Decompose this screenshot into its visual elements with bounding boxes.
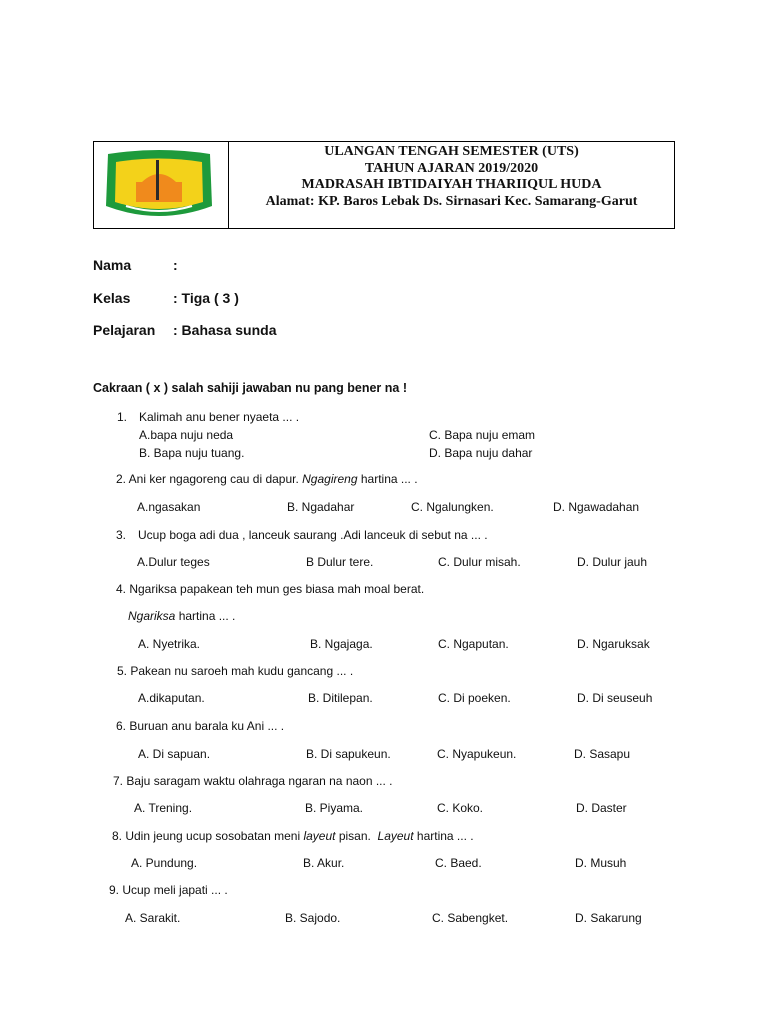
question-text: 4. Ngariksa papakean teh mun ges biasa mah moal berat.: [116, 582, 425, 596]
nama-value: :: [173, 257, 178, 273]
option-a: A.dikaputan.: [138, 691, 205, 705]
logo-cell: [94, 142, 229, 228]
option-c: C. Dulur misah.: [438, 555, 521, 569]
option-d: D. Bapa nuju dahar: [429, 446, 533, 460]
option-d: D. Dulur jauh: [577, 555, 648, 569]
option-b: B. Di sapukeun.: [306, 747, 391, 761]
question-text: Ucup boga adi dua , lanceuk saurang .Adi lanceuk di sebut na ... .: [138, 528, 488, 542]
option-a: A. Nyetrika.: [138, 637, 201, 651]
option-b: B. Ditilepan.: [308, 691, 373, 705]
pelajaran-value: : Bahasa sunda: [173, 322, 277, 338]
option-d: D. Daster: [576, 801, 627, 815]
header-line-3: MADRASAH IBTIDAIYAH THARIIQUL HUDA: [301, 177, 602, 192]
option-b: B. Sajodo.: [285, 911, 341, 925]
header-text: [229, 142, 674, 230]
option-d: D. Sakarung: [575, 911, 642, 925]
option-d: D. Ngaruksak: [577, 637, 650, 651]
option-a: A.Dulur teges: [137, 555, 210, 569]
question-subtext: [128, 609, 235, 623]
header-box: [93, 141, 675, 229]
school-emblem-icon: [102, 148, 216, 222]
option-b: B. Piyama.: [305, 801, 364, 815]
question-text-part: 2. Ani ker ngagoreng cau di dapur.: [116, 472, 303, 486]
question-text: 5. Pakean nu saroeh mah kudu gancang ... .: [117, 664, 354, 678]
header-line-2: TAHUN AJARAN 2019/2020: [364, 160, 539, 176]
option-c: C. Ngalungken.: [411, 500, 494, 514]
question-number: 3.: [116, 528, 127, 542]
question-text: [112, 829, 474, 843]
option-b: B Dulur tere.: [306, 555, 374, 569]
option-a: A. Di sapuan.: [138, 747, 211, 761]
question-number: 1.: [117, 410, 128, 424]
question-text-part: pisan.: [335, 829, 378, 843]
question-text: 9. Ucup meli japati ... .: [109, 883, 228, 897]
question-text-part: hartina ... .: [413, 829, 474, 843]
option-c: C. Koko.: [437, 801, 484, 815]
option-a: A. Sarakit.: [125, 911, 181, 925]
question-text-part: 8. Udin jeung ucup sosobatan meni: [112, 829, 304, 843]
question-term: layeut: [303, 829, 336, 843]
option-d: D. Ngawadahan: [553, 500, 640, 514]
pelajaran-label: Pelajaran: [93, 322, 156, 338]
question-text-part: hartina ... .: [357, 472, 418, 486]
option-c: C. Di poeken.: [438, 691, 511, 705]
option-a: A. Pundung.: [131, 856, 198, 870]
question-text: 6. Buruan anu barala ku Ani ... .: [116, 719, 285, 733]
question-text: 7. Baju saragam waktu olahraga ngaran na naon ... .: [113, 774, 393, 788]
option-c: C. Ngaputan.: [438, 637, 509, 651]
option-b: B. Bapa nuju tuang.: [139, 446, 245, 460]
question-term: Layeut: [377, 829, 414, 843]
question-text: [116, 472, 418, 486]
option-d: D. Di seuseuh: [577, 691, 653, 705]
question-term: Ngagireng: [302, 472, 358, 486]
kelas-label: Kelas: [93, 290, 131, 306]
header-line-1: ULANGAN TENGAH SEMESTER (UTS): [324, 144, 579, 159]
option-b: B. Akur.: [303, 856, 345, 870]
option-c: C. Sabengket.: [432, 911, 509, 925]
option-a: A. Trening.: [134, 801, 193, 815]
option-c: C. Bapa nuju emam: [429, 428, 536, 442]
option-d: D. Sasapu: [574, 747, 631, 761]
instruction: Cakraan ( x ) salah sahiji jawaban nu pang bener na !: [93, 381, 407, 395]
option-c: C. Nyapukeun.: [437, 747, 517, 761]
kelas-value: : Tiga ( 3 ): [173, 290, 239, 306]
option-a: A.bapa nuju neda: [139, 428, 234, 442]
option-d: D. Musuh: [575, 856, 627, 870]
question-text: Kalimah anu bener nyaeta ... .: [139, 410, 300, 424]
header-address: Alamat: KP. Baros Lebak Ds. Sirnasari Kec. Samarang-Garut: [265, 193, 638, 209]
option-a: A.ngasakan: [137, 500, 201, 514]
question-text-part: hartina ... .: [175, 609, 236, 623]
nama-label: Nama: [93, 257, 132, 273]
option-b: B. Ngajaga.: [310, 637, 373, 651]
question-term: Ngariksa: [128, 609, 176, 623]
option-c: C. Baed.: [435, 856, 482, 870]
option-b: B. Ngadahar: [287, 500, 355, 514]
